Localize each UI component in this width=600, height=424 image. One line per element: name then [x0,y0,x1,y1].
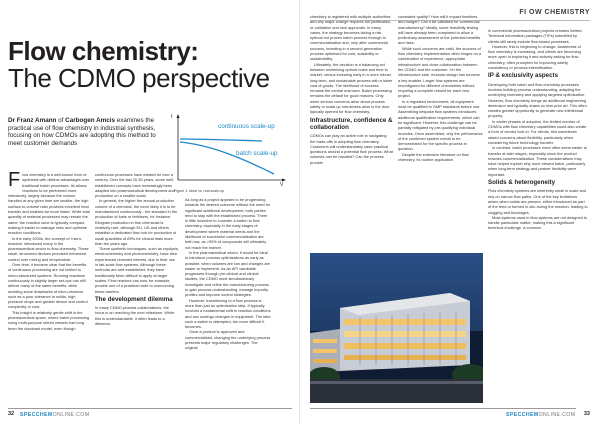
page-number-left: 32 [8,411,15,417]
body-paragraph: This insight is relatively gentle shift in the pharmaceutical space, where batch processing using multi-purpose stirred vessels had long been the dominant model, even though [8,309,90,331]
body-paragraph: continuous processes have existed for over a century. Over the last 20-30 years, some well-established concepts have increasingly been adapted into pharmaceutical development and production on a smaller scale. [95,172,175,199]
dropcap-paragraph [8,169,90,236]
building-photo [310,253,483,403]
site-name-bold: SPECCHEM [20,412,53,418]
body-paragraph: 'Some synthetic techniques, such as cryolysis, electrochemistry and photochemistry, have also experienced renewed interest, due to their use in lab-scale flow systems. Although these methods are well established, they have traditionally been difficult to apply at larger scales. Flow reactors can now, for example, provide one of a practical route to overcoming these barriers. [95,246,179,294]
standfirst-of: of [56,117,66,124]
article-standfirst [8,117,158,148]
scale-up-figure [170,112,288,190]
body-paragraph: In earlier phases of adoption, the limited number of CDMOs with flow chemistry capabilities could also create a form of vendor lock-in. For clients, this sometimes raised concerns about flexibility, particularly when considering future technology transfer. [488,118,587,145]
section-tag: FI OW CHEMISTRY [519,9,590,16]
continuous-curve [180,139,262,141]
body-paragraph: In a regulated environment, all equipment must be qualified to GMP standards before use. Assembling bespoke flow systems introduces additional qualification requirements, which can be significant. However, this challenge can be partially mitigated by pre-qualifying individual modules. Once assembled, only the performance of the combined system needs to be demonstrated for the specific process in question. [398,98,483,152]
batch-scale-up-label: batch scale-up [236,150,278,157]
body-paragraph: Ultimately, the decision is a balancing act between minimising upfront costs and time to market, versus investing early in a more robust, long-term, and sustainable process with a lower cost of goods. The likelihood of success remains the central unknown. Batch processing remains the default for good reasons. Only when serious concerns arise about process safety or scale-up robustness arise is the door typically opened for flow chemistry. [310,61,393,115]
body-paragraph: However, this is beginning to change. Awareness of flow chemistry is increasing, and clients are becoming more open to exploring it and actively asking for flow chemistry, often prompted for improving safety, consistency or process intensification. [488,43,581,71]
body-paragraph: In the pharmaceutical sector, it would be ideal to introduce process optimisations as early as possible, when volumes are low and changes are easier to implement. As an API candidate progresses through pre-clinical and clinical studies, the CDMO must simultaneously investigate and refine the manufacturing process to gain process understanding, manage impurity profiles and improve control strategies. [185,249,270,298]
body-paragraph: CDMOs can play an active role in navigating the trade-offs in adopting flow chemistry. Customers will understandably raise practical questions around a potential flow process: What volumes can be handled? Can the process provide [310,133,393,165]
footer-rule-left [8,408,292,409]
figure-caption: Figure 1: Ideal vs. real scale-up [174,189,225,193]
body-paragraph: However, transitioning to a flow process is more than just an optimisation step. It typically involves a fundamental shift in reaction conditions and can undergo changes in equipment. The later such a switch is attempted, the more difficult it becomes. [185,297,271,330]
article-subtitle: The CDMO perspective [8,63,270,93]
body-paragraph: In many CDMO-pharma collaborations, the focus is on reaching the next milestone. While this is understandable, it often leads to a dilemma. [95,305,175,327]
footer-rule-right [310,408,576,409]
page-number-right: 33 [583,411,590,417]
site-name-right [506,412,575,418]
author-name: Dr Franz Amann [8,117,57,124]
site-name-rest: ONLINE.COM [52,412,90,418]
text-column-2 [95,172,179,326]
site-name-bold: SPECCHEM [506,412,539,418]
body-paragraph: As long as a project appears to be progressing towards the desired outcome without the need for significant additional development, both parties tend to stay with the established process. There is little incentive to consider a switch to flow chemistry, especially in the early stages of development where material needs and the likelihood of successful commercialisation are both low, as >90% of compounds will ultimately not reach the market. [185,197,271,250]
body-paragraph: In general, the higher the annual production volume of a chemical, the more likely it is to be manufactured continuously - the standard in the production of fuels or fertilisers, for instance. Kilogram production in fine chemicals is relatively rare, although EU, US and others establish a dedicated flow hub for production of small quantities of APIs for clinical trials more than ten years ago. [95,198,178,246]
body-paragraph: Despite the extensive literature on flow chemistry, its routine application [398,151,469,163]
building-illustration [310,253,483,403]
body-paragraph: Developing both batch and flow chemistry processes involves building process understanding, adapting the underlying chemistry and applying targeted optimisation. However, flow chemistry brings an additional engineering dimension and typically draws on less prior art. This often creates greater opportunity to generate new intellectual property. [488,81,587,119]
continuous-scale-up-label: continuous scale-up [218,123,275,130]
body-paragraph: Flow chemistry systems are inherently small in scale and rely on narrow flow paths. One of the key limitations arises when solids are present, either introduced as part of the feed or formed in situ during the reaction, leading to clogging and blockages. [488,188,588,215]
subheading-infrastructure: Infrastructure, confidence & collaboration [310,116,393,131]
body-paragraph: chemistry is registered with multiple authorities and any major change requires full justification, re-validation and new approvals. In many cases, the strategy becomes taking a risk optimal but proven batch process through to commercialisation and, only after commercial success, investing in a second-generation process optimised for cost, scalability or sustainability. [310,14,392,62]
dropcap-letter: F [8,169,21,191]
text-column-1 [8,169,90,331]
site-name-left [20,412,89,418]
subheading-ip-exclusivity: IP & exclusivity aspects [488,72,559,80]
article-title: Flow chemistry: [8,36,199,66]
page-spread-divider [299,0,300,424]
text-column-4 [310,14,393,165]
text-column-6 [488,28,588,231]
batch-curve [180,142,274,174]
subheading-development-dilemma: The development dilemma [95,295,173,303]
body-paragraph: While such concerns are valid, the success of flow chemistry implementation often hinges on a combination of experience, appropriate infrastructure and close collaboration between the CDMO and the customer. On the infrastructure side, modular design has become a key enabler. Larger flow systems are reconfigured for different chemistries without requiring a complete rebuild for each new project. [398,45,482,99]
body-paragraph: in commercial pharmaceutical projects remains limited. Technical information packages (TIPs) submitted by clients still rarely include flow-based processes. [488,28,583,44]
body-paragraph: Most systems used in flow systems are not designed to handle particulate matter, making this a significant technical challenge. A common [488,214,588,231]
y-axis-arrow [177,114,180,118]
body-paragraph: Over time, it became clear that the benefits of continuous processing are not limited to micro-structured systems. Running reactions continuously in slightly larger set-ups can still deliver many of the same benefits, while avoiding some drawbacks of micro-reactors such as a poor tolerance to solids, high pressure drops and greater device and control complexity or cost. [8,262,88,310]
body-paragraph: consistent quality? How will it impact timelines and budget? Can it be validated for commercial manufacturing? Ideally, some feasibility testing will have already been completed to allow a preliminary assessment of the potential benefits and risks. [398,14,481,46]
y-axis-label: t [171,114,173,120]
body-paragraph: In contrast, batch processes more often seem easier to transfer at later stages, especially since the product reaches commercialisation. These considerations may have helped explain why more viewed batch, particularly when long-term strategy and partner flexibility were important. [488,145,587,177]
text-column-5 [398,14,483,162]
body-paragraph: In the early 2000s, the concept of 'micro-reactors' introduced many in the pharmaceutical sector to flow chemistry. These small, structured devices promised enhanced control over mixing and temperature. [8,235,89,262]
text-column-3 [185,197,271,351]
standfirst-text: examines the practical use of flow chemistry in industrial synthesis, focusing on how CDMOs are adopting this method to meet customer demands [8,117,156,148]
site-name-rest: ONLINE.COM [538,412,576,418]
x-axis-label: V [280,182,284,188]
subheading-solids-heterogeneity: Solids & heterogeneity [488,179,556,187]
body-paragraph: low chemistry is a well-known form of synthesis with distinct advantages over traditional batch processes. Its allows reactions to be performed more intensively, largely because the volume handled at any given time are smaller, the high surface-to-volume ratio provides excellent heat transfer and enables far more faster. While total quantity of material processed may remain the same, the reaction zone is typically compact, making it easier to manage risks and optimise reaction conditions. [8,172,90,236]
body-paragraph: Once a product is approved and commercialised, changing the underlying process presents major regulatory challenges. The original [185,329,271,351]
author-company: Carbogen Amcis [65,117,115,124]
